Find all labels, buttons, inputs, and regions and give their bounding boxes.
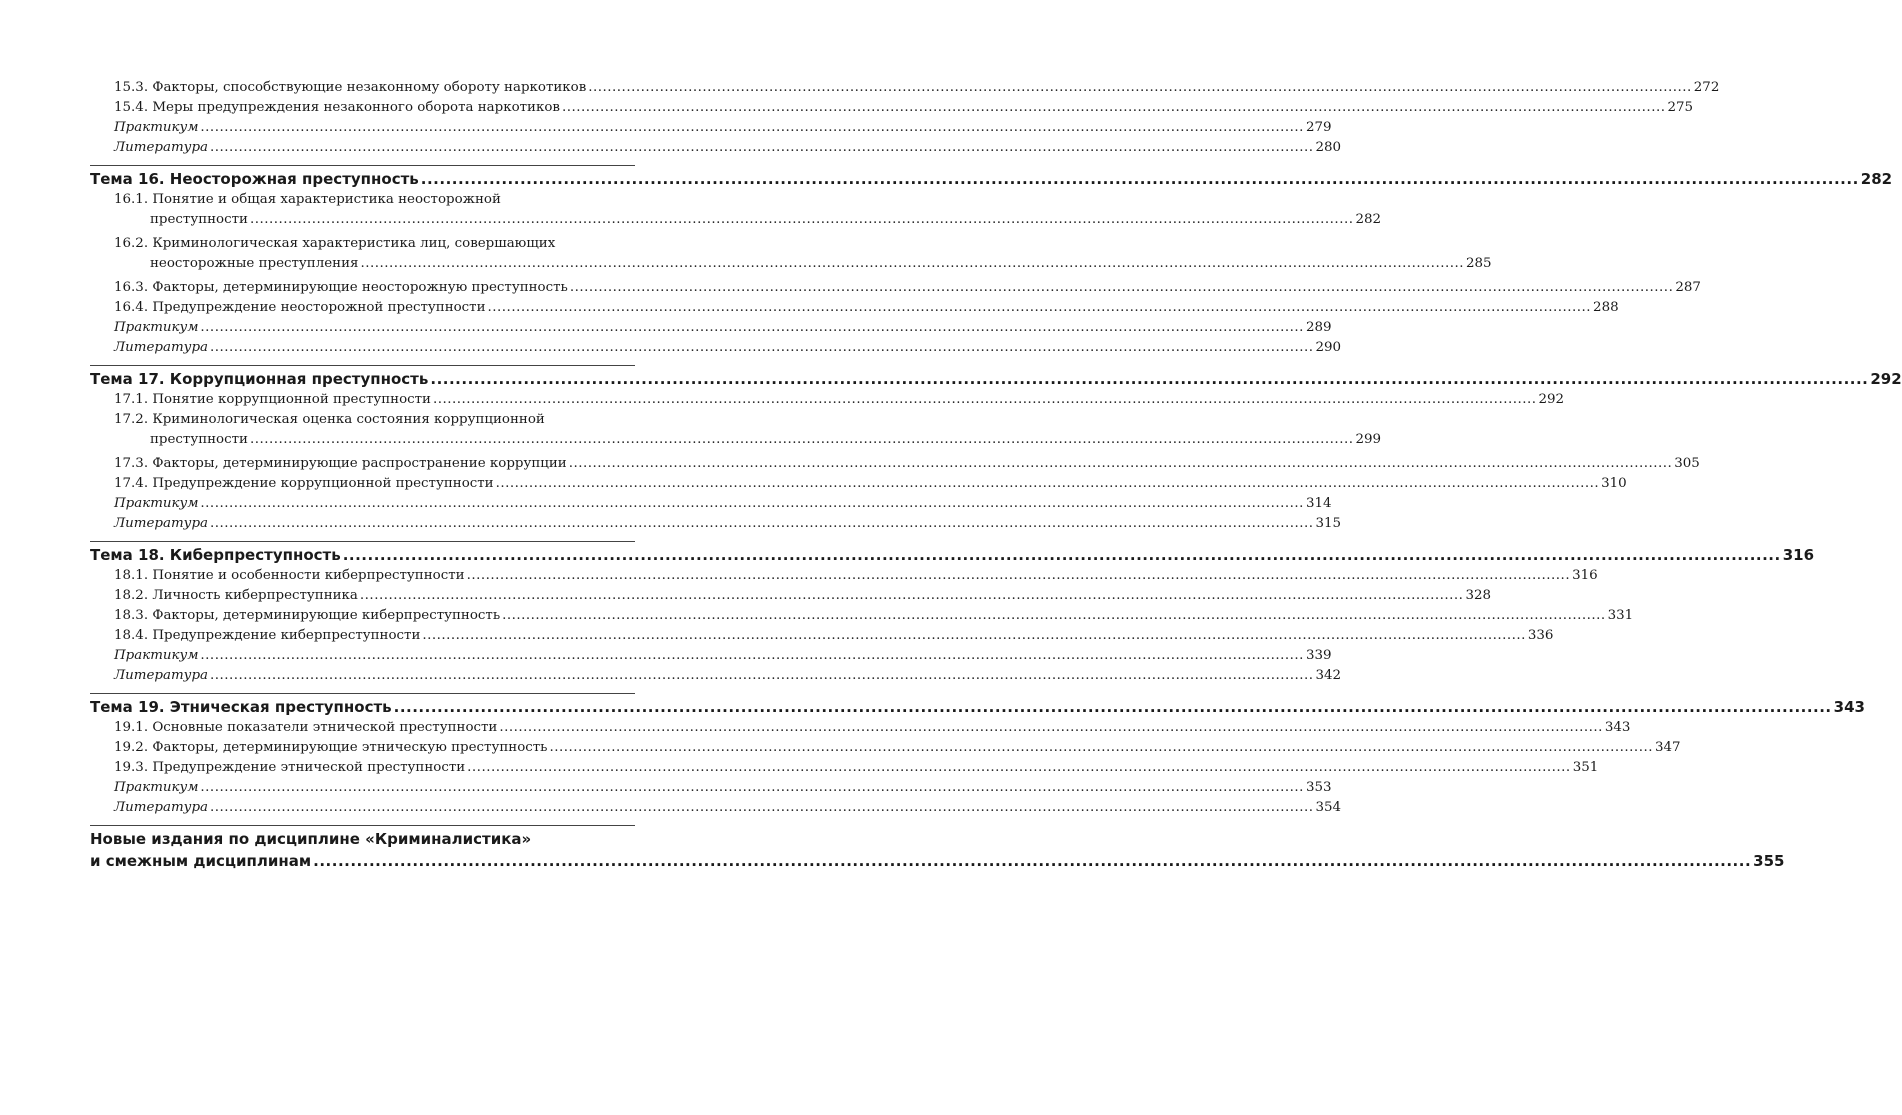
entry-title: 15.3. Факторы, способствующие незаконному обороту наркотиков: [114, 80, 587, 95]
entry-page: 331: [1607, 608, 1634, 623]
entry-page: 343: [1604, 720, 1631, 735]
section-divider: [90, 693, 635, 694]
entry-page: 310: [1601, 476, 1627, 491]
entry-title: 18.3. Факторы, детерминирующие киберпреступность: [114, 608, 501, 623]
entry-title: 17.1. Понятие коррупционной преступности: [114, 392, 431, 407]
leader-dots: [200, 118, 1304, 138]
leader-dots: [313, 850, 1751, 872]
entry-title: Практикум: [114, 320, 199, 335]
toc-entry-17-3[interactable]: [90, 454, 1700, 474]
entry-title: Литература: [114, 516, 208, 531]
entry-page: 354: [1315, 800, 1342, 815]
entry-title: 18.2. Личность киберпреступника: [114, 588, 358, 603]
entry-page: 280: [1315, 140, 1342, 155]
table-of-contents: [90, 78, 1902, 872]
toc-entry-19-practicum[interactable]: [90, 778, 1332, 798]
section-divider: [90, 825, 635, 826]
section-divider: [90, 365, 635, 366]
entry-title: 19.3. Предупреждение этнической преступности: [114, 760, 466, 775]
leader-dots: [394, 696, 1832, 718]
entry-page: 314: [1305, 496, 1332, 511]
leader-dots: [570, 278, 1674, 298]
entry-page: 285: [1465, 256, 1492, 271]
leader-dots: [502, 606, 1606, 626]
entry-page: 328: [1465, 588, 1491, 603]
entry-title: Практикум: [114, 648, 199, 663]
entry-page: 336: [1527, 628, 1554, 643]
entry-page: 288: [1593, 300, 1619, 315]
leader-dots: [421, 168, 1859, 190]
toc-entry-16-4[interactable]: [90, 298, 1619, 318]
leader-dots: [200, 494, 1304, 514]
leader-dots: [210, 138, 1314, 158]
topic-page: 292: [1870, 370, 1902, 388]
entry-title: Практикум: [114, 120, 199, 135]
entry-page: 292: [1538, 392, 1565, 407]
leader-dots: [210, 514, 1314, 534]
entry-title: 19.2. Факторы, детерминирующие этническую преступность: [114, 740, 548, 755]
entry-title: 16.3. Факторы, детерминирующие неосторожную преступность: [114, 280, 568, 295]
toc-new-editions[interactable]: [90, 850, 1785, 872]
toc-entry-18-4[interactable]: [90, 626, 1554, 646]
toc-entry-17-2-line1[interactable]: 17.2. Криминологическая оценка состояния коррупционной: [114, 412, 545, 427]
toc-entry-17-2[interactable]: [90, 430, 1382, 450]
entry-page: 351: [1572, 760, 1599, 775]
entry-title: Литература: [114, 800, 208, 815]
entry-page: 279: [1305, 120, 1332, 135]
entry-title: Практикум: [114, 780, 199, 795]
entry-title: 15.4. Меры предупреждения незаконного оборота наркотиков: [114, 100, 560, 115]
toc-entry-19-3[interactable]: [90, 758, 1599, 778]
leader-dots: [467, 758, 1571, 778]
toc-entry-18-1[interactable]: [90, 566, 1598, 586]
toc-entry-15-3[interactable]: [90, 78, 1720, 98]
toc-entry-15-literature[interactable]: [90, 138, 1342, 158]
toc-entry-16-2-line1[interactable]: 16.2. Криминологическая характеристика лиц, совершающих: [114, 236, 556, 251]
toc-topic-18[interactable]: [90, 544, 1815, 566]
entry-page: 272: [1693, 80, 1720, 95]
entry-page: 275: [1667, 100, 1694, 115]
toc-entry-16-1-line1[interactable]: 16.1. Понятие и общая характеристика неосторожной: [114, 192, 501, 207]
section-divider: [90, 165, 635, 166]
leader-dots: [250, 210, 1354, 230]
leader-dots: [488, 298, 1592, 318]
leader-dots: [499, 718, 1603, 738]
topic-title: и смежным дисциплинам: [90, 852, 312, 870]
toc-entry-18-literature[interactable]: [90, 666, 1342, 686]
leader-dots: [200, 646, 1304, 666]
entry-page: 289: [1305, 320, 1332, 335]
leader-dots: [360, 586, 1464, 606]
entry-page: 290: [1315, 340, 1342, 355]
toc-entry-17-4[interactable]: [90, 474, 1627, 494]
entry-page: 316: [1572, 568, 1598, 583]
entry-page: 347: [1654, 740, 1681, 755]
entry-title: 18.1. Понятие и особенности киберпреступности: [114, 568, 465, 583]
entry-page: 305: [1674, 456, 1700, 471]
toc-entry-18-3[interactable]: [90, 606, 1634, 626]
topic-page: 282: [1860, 170, 1893, 188]
toc-entry-17-literature[interactable]: [90, 514, 1342, 534]
leader-dots: [588, 78, 1692, 98]
toc-entry-19-2[interactable]: [90, 738, 1681, 758]
toc-entry-15-4[interactable]: [90, 98, 1694, 118]
toc-entry-17-practicum[interactable]: [90, 494, 1332, 514]
leader-dots: [250, 430, 1354, 450]
leader-dots: [569, 454, 1673, 474]
entry-page: 342: [1315, 668, 1342, 683]
toc-topic-19[interactable]: [90, 696, 1865, 718]
leader-dots: [210, 798, 1314, 818]
section-divider: [90, 541, 635, 542]
entry-title: Литература: [114, 340, 208, 355]
leader-dots: [200, 318, 1304, 338]
leader-dots: [562, 98, 1666, 118]
toc-entry-16-1[interactable]: [90, 210, 1382, 230]
topic-title: Тема 19. Этническая преступность: [90, 698, 392, 716]
leader-dots: [433, 390, 1537, 410]
entry-title: Практикум: [114, 496, 199, 511]
leader-dots: [343, 544, 1781, 566]
entry-title: 17.3. Факторы, детерминирующие распространение коррупции: [114, 456, 567, 471]
topic-title: Тема 18. Киберпреступность: [90, 546, 341, 564]
entry-title: Литература: [114, 668, 208, 683]
toc-entry-17-1[interactable]: [90, 390, 1565, 410]
entry-title: 18.4. Предупреждение киберпреступности: [114, 628, 421, 643]
topic-page: 316: [1782, 546, 1815, 564]
topic-page: 343: [1833, 698, 1865, 716]
topic-title: Тема 16. Неосторожная преступность: [90, 170, 419, 188]
entry-page: 339: [1305, 648, 1332, 663]
leader-dots: [549, 738, 1653, 758]
toc-entry-16-2[interactable]: [90, 254, 1492, 274]
entry-title: Литература: [114, 140, 208, 155]
toc-entry-18-2[interactable]: [90, 586, 1491, 606]
leader-dots: [430, 368, 1868, 390]
toc-entry-19-literature[interactable]: [90, 798, 1342, 818]
entry-title: 19.1. Основные показатели этнической преступности: [114, 720, 498, 735]
toc-entry-16-3[interactable]: [90, 278, 1701, 298]
entry-title: 16.4. Предупреждение неосторожной преступности: [114, 300, 486, 315]
topic-title: Тема 17. Коррупционная преступность: [90, 370, 429, 388]
entry-title: преступности: [150, 432, 248, 447]
topic-page: 355: [1753, 852, 1785, 870]
entry-title: 17.4. Предупреждение коррупционной преступности: [114, 476, 494, 491]
entry-title: преступности: [150, 212, 248, 227]
toc-entry-15-practicum[interactable]: [90, 118, 1332, 138]
toc-entry-18-practicum[interactable]: [90, 646, 1332, 666]
leader-dots: [467, 566, 1571, 586]
entry-page: 315: [1315, 516, 1342, 531]
toc-entry-19-1[interactable]: [90, 718, 1631, 738]
entry-page: 282: [1355, 212, 1382, 227]
leader-dots: [422, 626, 1526, 646]
entry-title: неосторожные преступления: [150, 256, 359, 271]
toc-topic-17[interactable]: [90, 368, 1902, 390]
entry-page: 287: [1675, 280, 1701, 295]
leader-dots: [496, 474, 1600, 494]
leader-dots: [210, 338, 1314, 358]
leader-dots: [200, 778, 1304, 798]
entry-page: 353: [1305, 780, 1332, 795]
toc-entry-16-literature[interactable]: [90, 338, 1342, 358]
leader-dots: [210, 666, 1314, 686]
entry-page: 299: [1355, 432, 1382, 447]
toc-entry-16-practicum[interactable]: [90, 318, 1332, 338]
toc-topic-16[interactable]: [90, 168, 1893, 190]
toc-new-editions-line1[interactable]: Новые издания по дисциплине «Криминалистика»: [90, 830, 532, 848]
leader-dots: [360, 254, 1464, 274]
